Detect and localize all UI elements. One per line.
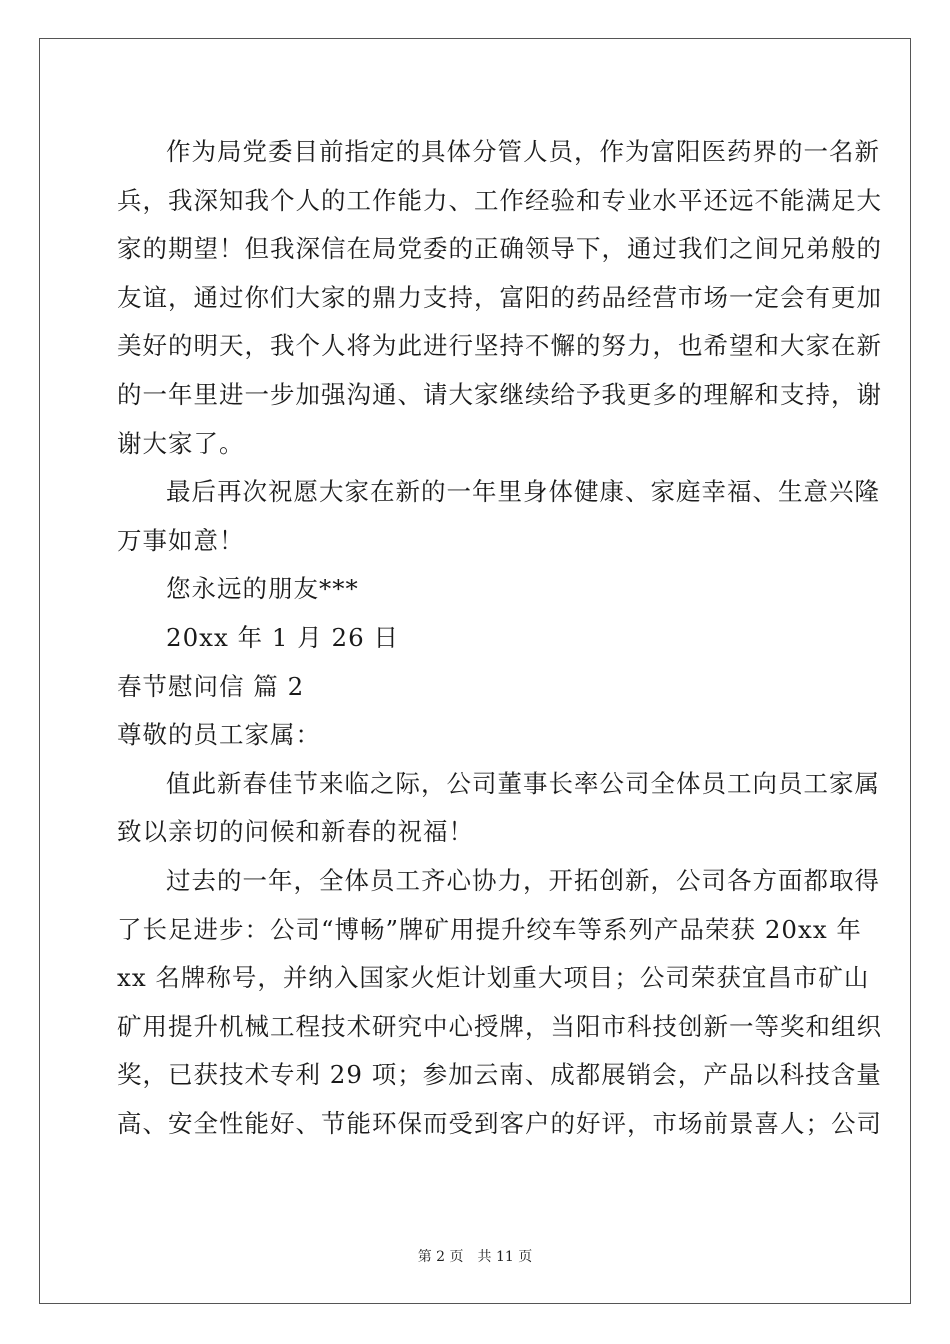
paragraph-line: 了长足进步：公司“博畅”牌矿用提升绞车等系列产品荣获 20xx 年 <box>117 914 862 944</box>
paragraph-line: 兵，我深知我个人的工作能力、工作经验和专业水平还远不能满足大 <box>117 185 882 215</box>
paragraph-line: 过去的一年，全体员工齐心协力，开拓创新，公司各方面都取得 <box>166 865 880 895</box>
paragraph-line: 值此新春佳节来临之际，公司董事长率公司全体员工向员工家属 <box>166 768 880 798</box>
salutation: 尊敬的员工家属： <box>117 720 321 750</box>
paragraph-line: 致以亲切的问候和新春的祝福！ <box>117 817 474 847</box>
page-number: 第 2 页 <box>417 1249 464 1265</box>
paragraph-line: xx 名牌称号，并纳入国家火炬计划重大项目；公司荣获宜昌市矿山 <box>117 963 870 993</box>
section-title: 春节慰问信 篇 2 <box>117 671 305 701</box>
date: 20xx 年 1 月 26 日 <box>166 622 400 652</box>
paragraph-line: 作为局党委目前指定的具体分管人员，作为富阳医药界的一名新 <box>166 137 880 166</box>
document-body <box>117 128 882 1148</box>
paragraph-line: 矿用提升机械工程技术研究中心授牌，当阳市科技创新一等奖和组织 <box>117 1011 882 1041</box>
paragraph-line: 友谊，通过你们大家的鼎力支持，富阳的药品经营市场一定会有更加 <box>117 282 882 312</box>
paragraph-line: 高、安全性能好、节能环保而受到客户的好评，市场前景喜人；公司 <box>117 1108 882 1138</box>
paragraph-line: 美好的明天，我个人将为此进行坚持不懈的努力，也希望和大家在新 <box>117 331 882 361</box>
paragraph-line: 谢大家了。 <box>117 428 245 458</box>
page-total: 共 11 页 <box>477 1249 533 1265</box>
signature: 您永远的朋友*** <box>166 574 359 604</box>
paragraph-line: 最后再次祝愿大家在新的一年里身体健康、家庭幸福、生意兴隆 <box>166 477 880 507</box>
paragraph-line: 家的期望！但我深信在局党委的正确领导下，通过我们之间兄弟般的 <box>117 234 882 264</box>
paragraph-line: 万事如意！ <box>117 525 245 555</box>
paragraph-line: 奖，已获技术专利 29 项；参加云南、成都展销会，产品以科技含量 <box>117 1060 882 1090</box>
paragraph-line: 的一年里进一步加强沟通、请大家继续给予我更多的理解和支持，谢 <box>117 379 882 409</box>
page-footer <box>0 1246 950 1266</box>
